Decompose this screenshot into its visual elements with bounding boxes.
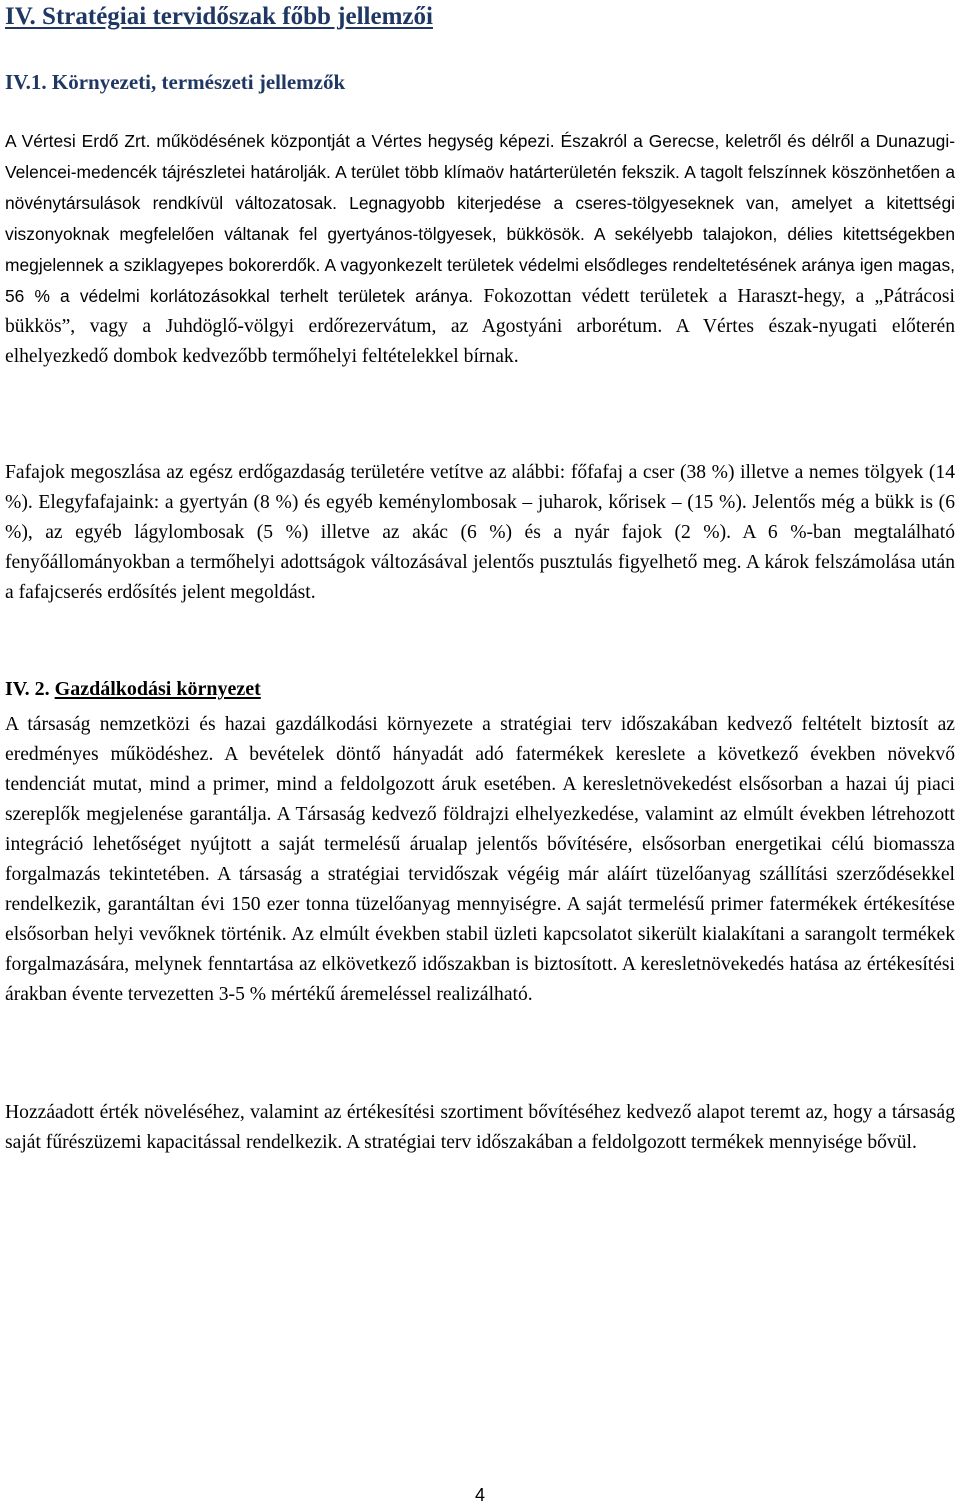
paragraph-environment-serif: Fokozottan védett területek a Haraszt-hegy, a „Pátrácosi bükkös”, vagy a Juhdöglő-völgyi erdőrezervátum, az Agostyáni arborétum. A Vértes észak-nyugati előterén elhelyezkedő dombok kedvezőbb termőhelyi feltételekkel bírnak. bbox=[5, 286, 955, 367]
paragraph-environment bbox=[5, 126, 955, 372]
paragraph-environment-sans: A Vértesi Erdő Zrt. működésének központját a Vértes hegység képezi. Északról a Gerecse, keletről és délről a Dunazugi-Velencei-medencék tájrészletei határolják. A terület több klímaöv határterületén fekszik. A tagolt felszínnek köszönhetően a növénytársulások rendkívül változatosak. Legnagyobb kiterjedése a cseres-tölgyeseknek van, amelyet a kitettségi viszonyoknak megfelelően váltanak fel gyertyános-tölgyesek, bükkösök. A sekélyebb talajokon, délies kitettségekben megjelennek a sziklagyepes bokorerdők. A vagyonkezelt területek védelmi elsődleges rendeltetésének aránya igen magas, 56 % a védelmi korlátozásokkal terhelt területek aránya. bbox=[5, 131, 955, 306]
subsection-heading-economy bbox=[5, 674, 261, 704]
subsection-title: Környezeti, természeti jellemzők bbox=[51, 70, 346, 94]
paragraph-species: Fafajok megoszlása az egész erdőgazdaság területére vetítve az alábbi: főfafaj a cser (38 %) illetve a nemes tölgyek (14 %). Elegyfafajaink: a gyertyán (8 %) és egyéb keménylombosak – juharok, kőrisek – (15 %). Jelentős még a bükk is (6 %), az egyéb lágylombosak (5 %) illetve az akác (6 %) és a nyár fajok (2 %). A 6 %-ban megtalálható fenyőállományokban a termőhelyi adottságok változásával jelentős pusztulás figyelhető meg. A károk felszámolása után a fafajcserés erdősítés jelent megoldást. bbox=[5, 462, 955, 603]
subsection-heading-environment bbox=[5, 68, 345, 96]
paragraph-economy: A társaság nemzetközi és hazai gazdálkodási környezete a stratégiai terv időszakában kedvező feltételt biztosít az eredményes működéshez. A bevételek döntő hányadát adó fatermékek kereslete a következő években növekvő tendenciát mutat, mind a primer, mind a feldolgozott áruk esetében. A keresletnövekedést elsősorban a hazai új piaci szereplők megjelenése garantálja. A Társaság kedvező földrajzi elhelyezkedése, valamint az elmúlt években létrehozott integráció lehetőséget nyújtott a saját termelésű árualap jelentős bővítésére, elsősorban energetikai célú biomassza forgalmazás tekintetében. A társaság a stratégiai tervidőszak végéig már aláírt tüzelőanyag szállítási szerződésekkel rendelkezik, garantáltan évi 150 ezer tonna tüzelőanyag mennyiségre. A saját termelésű primer fatermékek értékesítése elsősorban helyi vevőknek történik. Az elmúlt években stabil üzleti kapcsolatot sikerült kialakítani a sarangolt termékek forgalmazására, melynek fenntartása az elkövetkező időszakban is biztosított. A keresletnövekedés hatása az értékesítési árakban évente tervezetten 3-5 % mértékű áremeléssel realizálható. bbox=[5, 714, 955, 1005]
subsection-title: Gazdálkodási környezet bbox=[54, 678, 261, 700]
paragraph-added-value: Hozzáadott érték növeléséhez, valamint az értékesítési szortiment bővítéséhez kedvező alapot teremt az, hogy a társaság saját fűrészüzemi kapacitással rendelkezik. A stratégiai terv időszakában a feldolgozott termékek mennyisége bővül. bbox=[5, 1102, 955, 1153]
page-number: 4 bbox=[474, 1485, 485, 1505]
subsection-number: IV.1. bbox=[5, 70, 47, 94]
subsection-number: IV. 2. bbox=[5, 678, 50, 700]
section-title: IV. Stratégiai tervidőszak főbb jellemzői bbox=[5, 3, 433, 30]
